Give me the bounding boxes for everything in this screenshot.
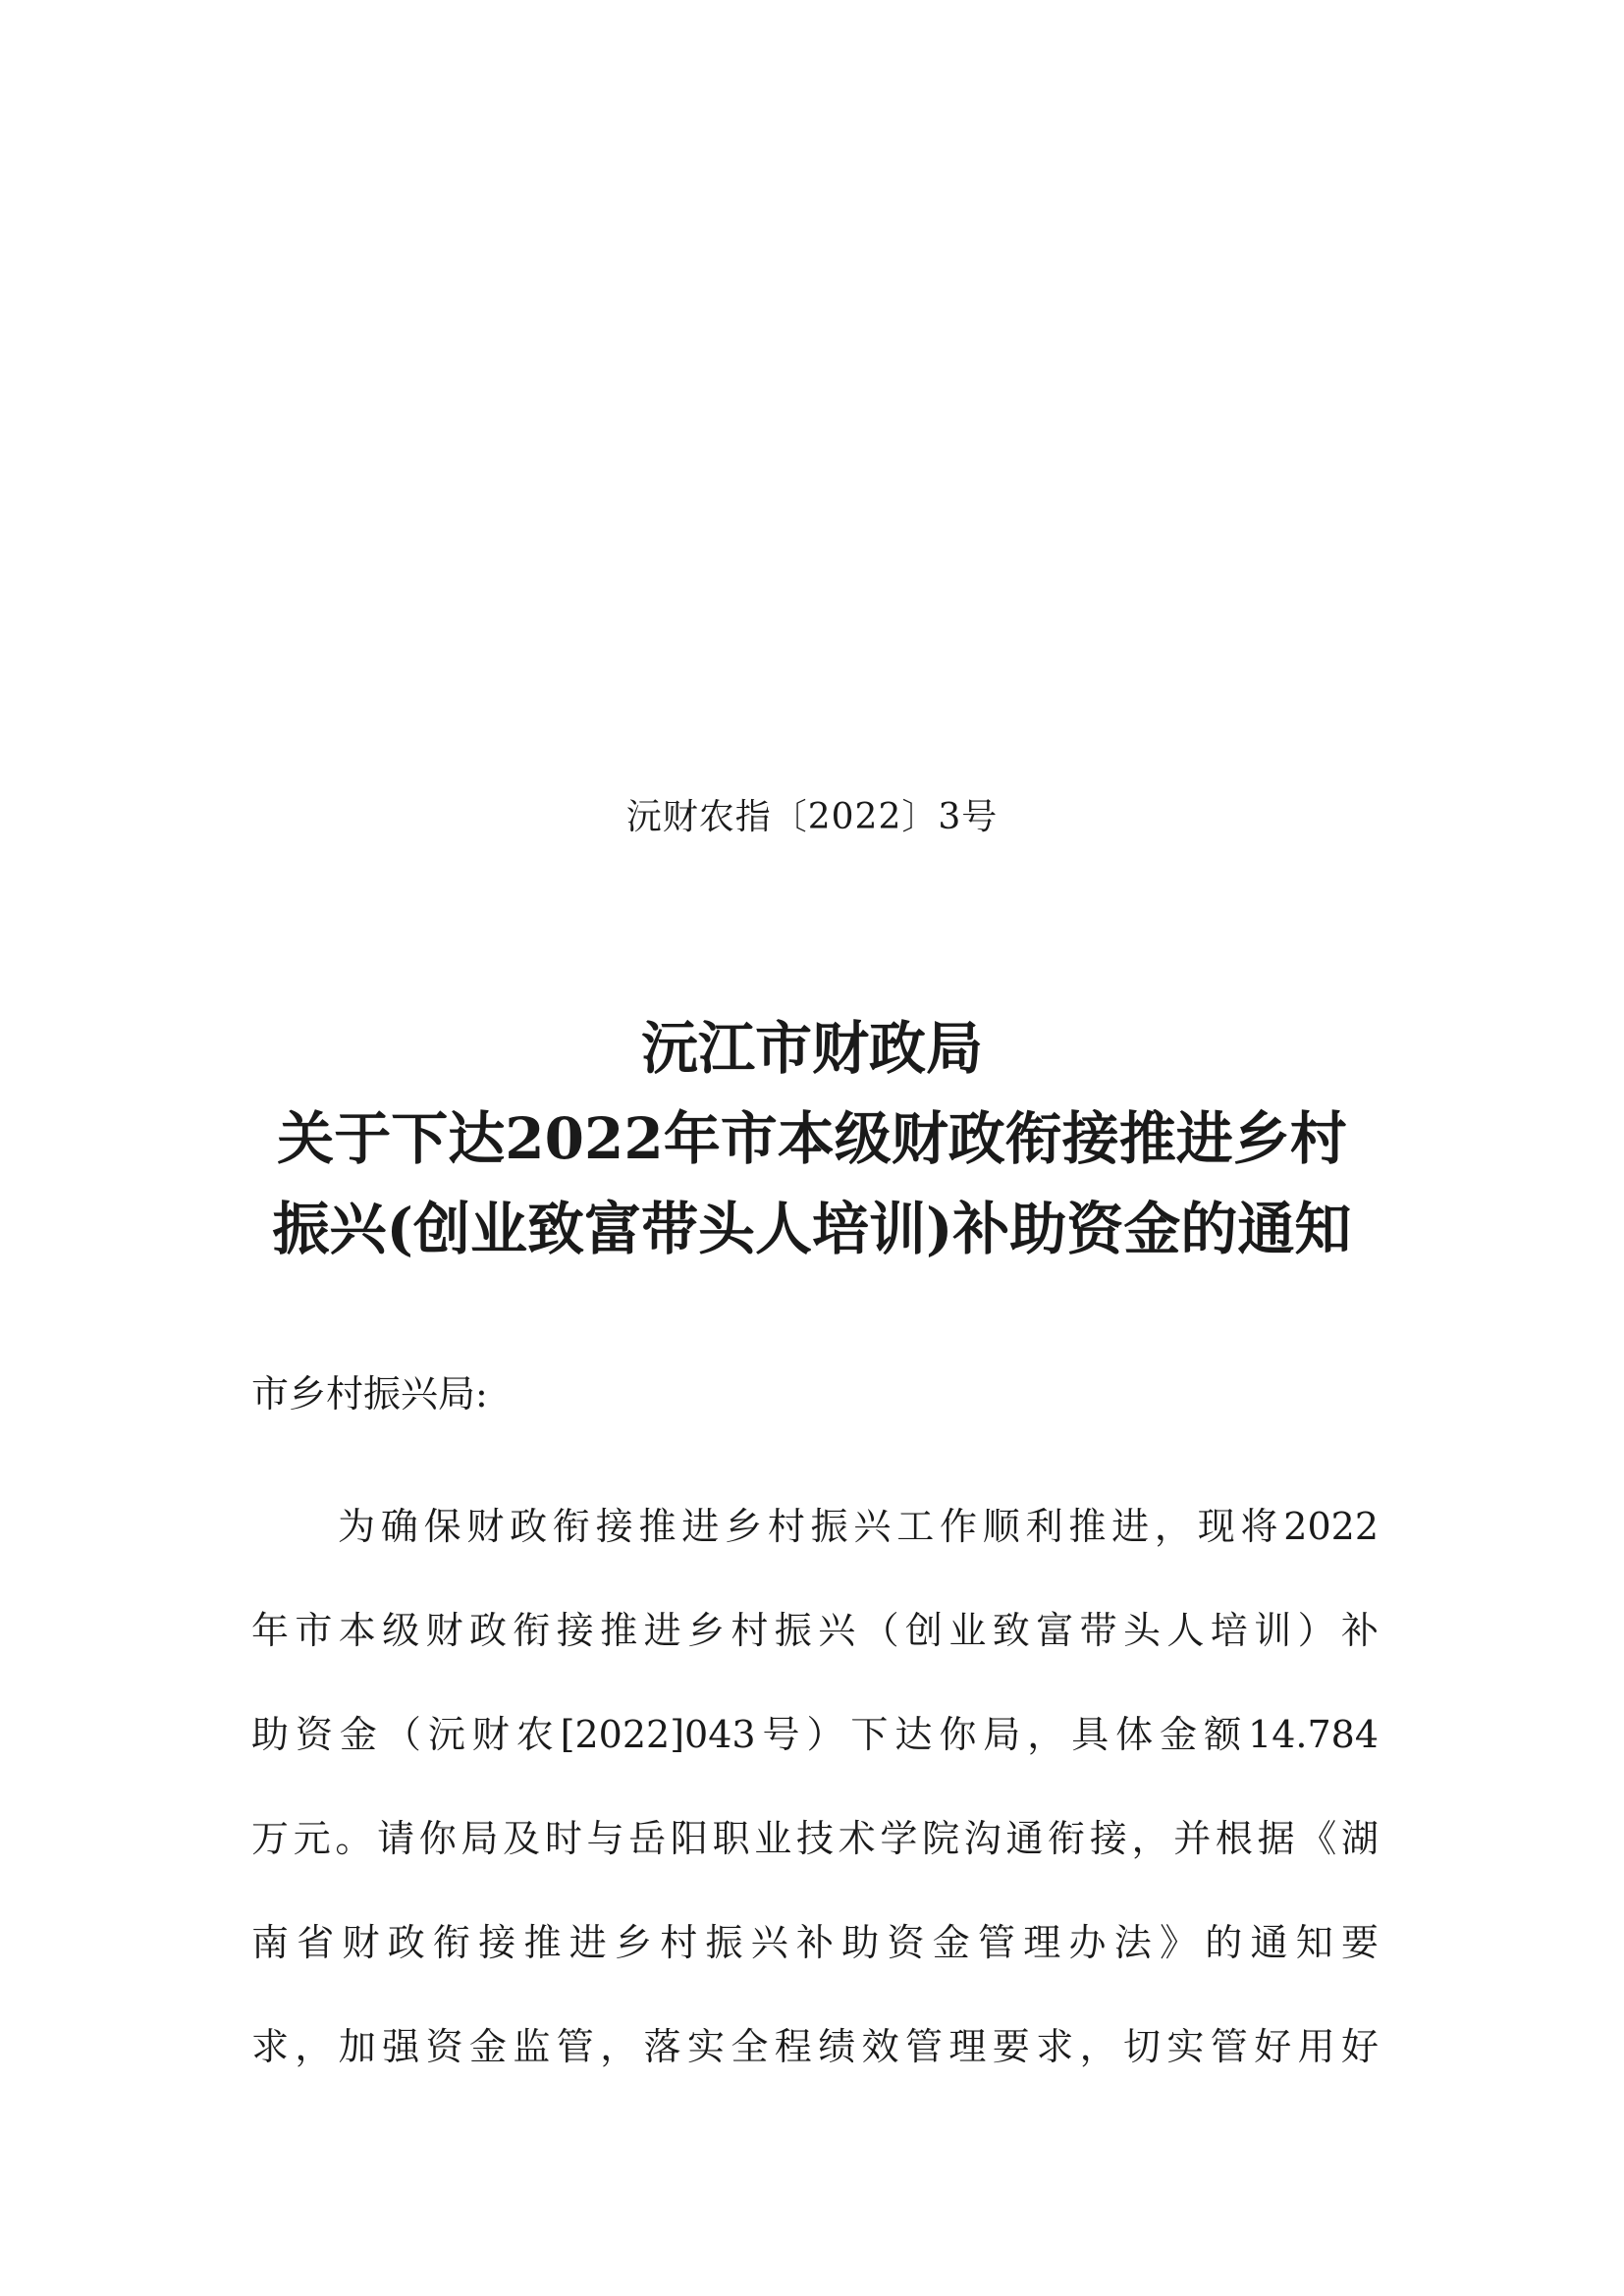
title-line-issuer: 沅江市财政局 — [640, 1015, 983, 1082]
body-line: 助资金（沅财农[2022]043号）下达你局，具体金额14.784 — [251, 1713, 1379, 1756]
title-line-subject-2: 振兴(创业致富带头人培训)补助资金的通知 — [272, 1196, 1352, 1262]
body-paragraph — [251, 1502, 1379, 2126]
document-number: 沅财农指〔2022〕3号 — [625, 797, 999, 837]
recipient-line: 市乡村振兴局: — [251, 1372, 488, 1415]
body-line: 求，加强资金监管，落实全程绩效管理要求，切实管好用好 — [251, 2025, 1379, 2068]
body-line: 万元。请你局及时与岳阳职业技术学院沟通衔接，并根据《湖 — [251, 1817, 1379, 1860]
body-line: 为确保财政衔接推进乡村振兴工作顺利推进，现将2022 — [338, 1505, 1379, 1548]
body-line: 年市本级财政衔接推进乡村振兴（创业致富带头人培训）补 — [251, 1609, 1379, 1652]
title-line-subject-1: 关于下达2022年市本级财政衔接推进乡村 — [277, 1105, 1347, 1172]
document-title — [0, 1003, 1624, 1274]
body-line: 南省财政衔接推进乡村振兴补助资金管理办法》的通知要 — [251, 1921, 1379, 1964]
